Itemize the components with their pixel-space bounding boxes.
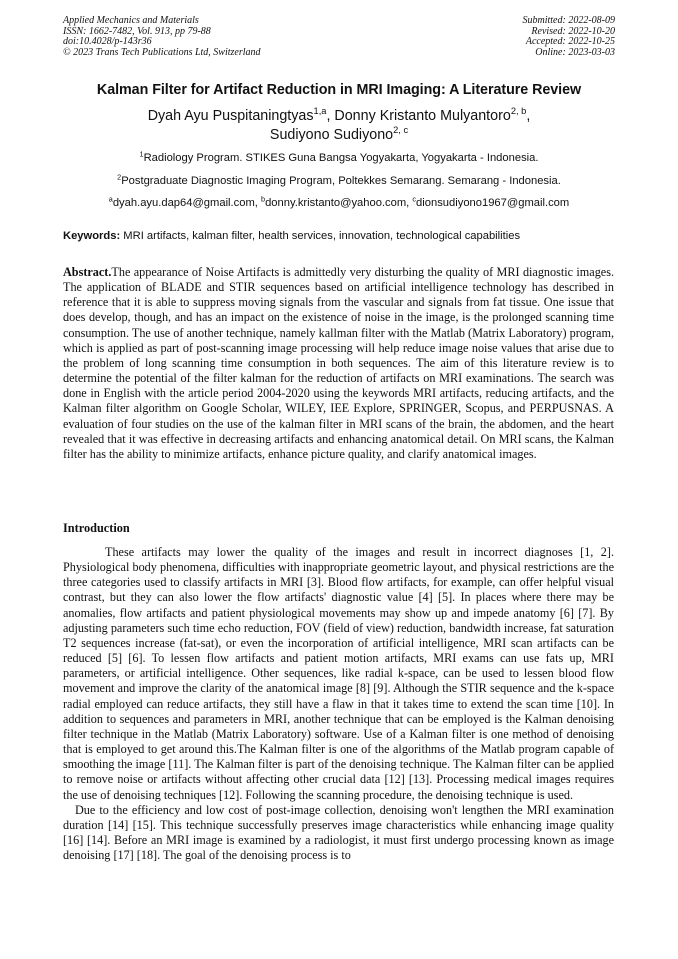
section-heading: Introduction xyxy=(63,521,130,535)
publication-dates xyxy=(523,16,616,58)
affiliation-text: Radiology Program. STIKES Guna Bangsa Yogyakarta, Yogyakarta - Indonesia. xyxy=(143,152,539,164)
keywords-label: Keywords: xyxy=(63,230,121,242)
email-marker: c xyxy=(412,194,417,204)
author-affiliation-marker: 1,a xyxy=(313,106,327,117)
email-address: donny.kristanto@yahoo.com, xyxy=(265,197,413,209)
abstract-text: The appearance of Noise Artifacts is admittedly very disturbing the quality of MRI diagnostic images. The application of BLADE and STIR sequences based on artificial intelligence technology has described in reference that it is able to suppress moving signals from the vascular and signals from fat tissue. One issue that does develop, though, and has an impact on the existence of noise in the image, is the prolonged scanning time consumption. The use of another technique, namely kallman filter with the Matlab (Matrix Laboratory) program, which is applied as part of post-scanning image processing will help reduce image noise values that arise due to the problem of long scanning time consumption in both sequences. The aim of this literature review is to determine the potential of the filter kalman for the reduction of artifacts on MRI examinations. The search was done in English with the article period 2004-2020 using the keywords MRI artifacts, reducing artifacts, and the Kalman filter algorithm on Google Scholar, WILEY, IEE Explore, SPRINGER, Scopus, and PERPUSNAS. A evaluation of four studies on the use of the kalman filter in MRI scans of the brain, the abdomen, and the heart revealed that it was effective in decreasing artifacts and enhancing anatomical detail. On MRI scans, the Kalman filter has the ability to minimize artifacts, enhance picture quality, and clarify anatomical images. xyxy=(63,265,614,461)
author-name: Sudiyono Sudiyono xyxy=(269,127,394,143)
author-list: Dyah Ayu Puspitaningtyas$^{1,a}$, Donny Kristanto Mulyantoro$^{2, b}$, Sudiyono Sudiyono$^{2, c}$ xyxy=(147,106,531,143)
journal-info xyxy=(63,16,261,58)
paragraph: Due to the efficiency and low cost of post-image collection, denoising won't lengthen the MRI examination duration [14] [15]. This technique successfully preserves image characteristics while enhancing image quality [16] [14]. Before an MRI image is examined by a radiologist, it must first undergo processing known as image denoising [17] [18]. The goal of the denoising process is to xyxy=(63,802,614,863)
author-emails xyxy=(40,194,638,209)
paper-title: Kalman Filter for Artifact Reduction in MRI Imaging: A Literature Review xyxy=(96,82,582,98)
email-marker: a xyxy=(108,194,113,204)
affiliation xyxy=(40,149,638,164)
author-name: Dyah Ayu Puspitaningtyas xyxy=(147,108,314,124)
affiliation-text: Postgraduate Diagnostic Imaging Program, Poltekkes Semarang. Semarang - Indonesia. xyxy=(121,175,561,187)
journal-name: Applied Mechanics and Materials xyxy=(63,15,199,26)
affiliation xyxy=(40,172,638,187)
paragraph: These artifacts may lower the quality of the images and result in incorrect diagnoses [1, 2]. Physiological body phenomena, difficulties with inappropriate geometric layout, and physical restrictions are the three categories used to classify artifacts in MRI [3]. Blood flow artifacts, for example, can offer helpful visual contrast, but they can also lower the flow artifacts' diagnostic value [4] [5]. In places where there may be anomalies, flow artifacts and patient physiological movements may show up and impede anatomy [6] [7]. By adjusting parameters such time echo reduction, FOV (field of view) reduction, bandwidth increase, fat saturation T2 sequences increase (fat-sat), or even the incorporation of artificial intelligence, MRI scan artifacts can be reduced [5] [6]. To lessen flow artifacts and patient motion artifacts, MRI exams can use fats up, MRI parameters, or artificial intelligence. Other sequences, like radial k-space, can be used to lessen blood flow movement and improve the clarity of the anatomical image [8] [9]. Although the STIR sequence and the k-space radial employed can reduce artifacts, they still have a flaw in that it takes time to extend the scan time [10]. In addition to sequences and parameters in MRI, another technique that can be employed is the Kalman denoising filter technique in the Matlab (Matrix Laboratory) software. Use of a Kalman filter is one method of denoising that is employed to get around this.The Kalman filter is one of the algorithms of the Matlab program capable of smoothing the image [11]. The Kalman filter is part of the denoising technique. The Kalman filter can be applied to remove noise or artifacts without affecting other crucial data [12] [13]. Processing medical images requires the use of denoising techniques [12]. Following the scanning procedure, the denoising technique is used. xyxy=(63,545,614,802)
author-affiliation-marker: 2, c xyxy=(393,125,409,136)
abstract xyxy=(63,265,614,462)
author-affiliation-marker: 2, b xyxy=(510,106,527,117)
affiliation-marker: 2 xyxy=(117,172,122,182)
accepted-date: Accepted: 2022-10-25 xyxy=(525,36,615,47)
affiliation-marker: 1 xyxy=(139,149,144,159)
email-marker: b xyxy=(261,194,266,204)
journal-copyright: © 2023 Trans Tech Publications Ltd, Switzerland xyxy=(63,46,261,58)
introduction-body xyxy=(63,545,614,863)
keywords-text: MRI artifacts, kalman filter, health services, innovation, technological capabilities xyxy=(120,230,521,242)
submitted-date: Submitted: 2022-08-09 xyxy=(522,15,615,26)
email-address: dyah.ayu.dap64@gmail.com, xyxy=(112,197,262,209)
journal-issn: ISSN: 1662-7482, Vol. 913, pp 79-88 xyxy=(63,25,211,37)
keywords-line xyxy=(63,230,615,242)
author-name: Donny Kristanto Mulyantoro xyxy=(334,108,511,124)
online-date: Online: 2023-03-03 xyxy=(535,46,615,58)
revised-date: Revised: 2022-10-20 xyxy=(531,25,615,37)
journal-doi: doi:10.4028/p-143r36 xyxy=(63,36,152,47)
abstract-label: Abstract. xyxy=(63,265,112,279)
email-address: dionsudiyono1967@gmail.com xyxy=(416,197,570,209)
